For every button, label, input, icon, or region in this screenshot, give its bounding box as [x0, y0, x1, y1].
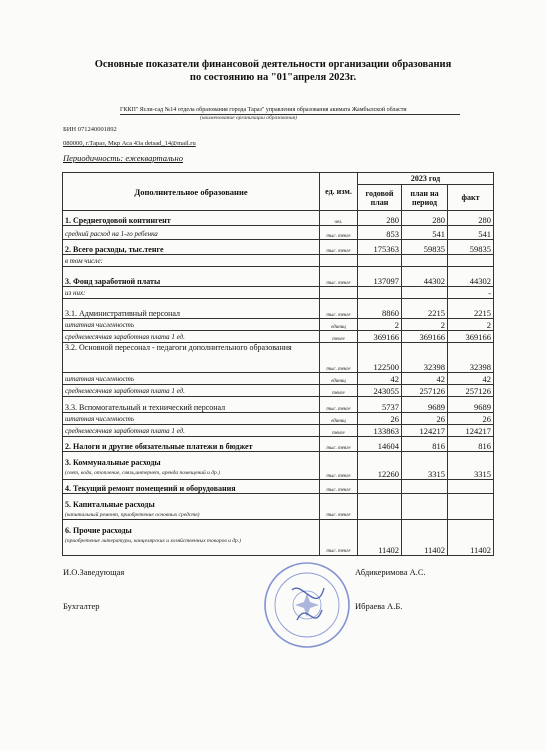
row-fact	[448, 255, 494, 267]
row-label: среднемесячная заработная плата 1 ед.	[63, 425, 320, 437]
col-header-year: 2023 год	[358, 173, 494, 185]
row-label: 4. Текущий ремонт помещений и оборудования	[63, 480, 320, 494]
row-fact: 816	[448, 437, 494, 452]
table-row	[63, 331, 494, 343]
financial-table	[62, 172, 494, 556]
table-row	[63, 343, 494, 373]
bin-number: БИН 071240001892	[63, 126, 117, 133]
accountant-title: Бухгалтер	[63, 601, 100, 611]
table-body	[63, 211, 494, 556]
row-plan-period: 32398	[402, 343, 448, 373]
row-fact: 44302	[448, 267, 494, 287]
row-label: 3.2. Основной пересонал - педагоги дополнительного образования	[63, 343, 320, 373]
row-plan-period: 369166	[402, 331, 448, 343]
doc-title-line1: Основные показатели финансовой деятельности организации образования	[94, 59, 452, 70]
row-unit: тыс. тенге	[320, 494, 358, 520]
row-plan-period: 124217	[402, 425, 448, 437]
row-plan-period	[402, 480, 448, 494]
row-plan-period	[402, 255, 448, 267]
row-unit	[320, 255, 358, 267]
row-plan-period: 11402	[402, 519, 448, 555]
row-unit: тыс. тенге	[320, 267, 358, 287]
row-label-cell	[63, 519, 320, 555]
row-label-cell	[63, 494, 320, 520]
row-plan-period: 257126	[402, 385, 448, 397]
row-plan-year	[358, 287, 402, 299]
row-fact: 257126	[448, 385, 494, 397]
table-row	[63, 287, 494, 299]
row-unit: тенге	[320, 425, 358, 437]
row-unit: тыс. тенге	[320, 452, 358, 480]
col-header-name: Дополнительное образование	[63, 173, 320, 211]
table-row	[63, 437, 494, 452]
row-plan-year: 369166	[358, 331, 402, 343]
table-row	[63, 397, 494, 413]
row-sublabel: (капитальный ремонт, приобретение основных средств)	[65, 512, 200, 518]
row-unit	[320, 287, 358, 299]
row-label: 3.1. Административный персонал	[63, 299, 320, 319]
row-plan-period: 44302	[402, 267, 448, 287]
org-name: ГККП" Ясли-сад №14 отдела образования города Тараз" управления образования акимата Жамбылской области	[120, 106, 460, 115]
row-plan-period: 26	[402, 413, 448, 425]
row-fact: 11402	[448, 519, 494, 555]
row-unit: тыс. тенге	[320, 299, 358, 319]
row-plan-period	[402, 287, 448, 299]
row-fact: 541	[448, 226, 494, 240]
row-plan-year: 243055	[358, 385, 402, 397]
row-plan-period: 42	[402, 373, 448, 385]
row-label: 3. Коммунальные расходы	[65, 458, 161, 467]
row-plan-year: 853	[358, 226, 402, 240]
row-label: среднемесячная заработная плата 1 ед.	[63, 385, 320, 397]
row-unit: единиц	[320, 413, 358, 425]
row-plan-year: 122500	[358, 343, 402, 373]
row-label: штатная численность	[63, 373, 320, 385]
row-plan-year: 26	[358, 413, 402, 425]
periodicity: Периодичность: ежеквартально	[63, 153, 184, 163]
row-unit: тыс. тенге	[320, 226, 358, 240]
row-fact: 2	[448, 319, 494, 331]
table-row	[63, 240, 494, 255]
row-fact: 3315	[448, 452, 494, 480]
address: 080000, г.Тараз, Мкр Аса 43а detsad_14@mail.ru	[63, 140, 196, 147]
row-unit: тыс. тенге	[320, 397, 358, 413]
row-fact: 42	[448, 373, 494, 385]
row-plan-period	[402, 494, 448, 520]
row-label: 3. Фонд заработной платы	[63, 267, 320, 287]
row-fact: 369166	[448, 331, 494, 343]
row-plan-year	[358, 480, 402, 494]
accountant-name: Ибраева А.Б.	[355, 601, 403, 611]
table-row	[63, 425, 494, 437]
row-label: 5. Капитальные расходы	[65, 500, 155, 509]
row-plan-year	[358, 255, 402, 267]
row-plan-period: 3315	[402, 452, 448, 480]
row-plan-period: 2	[402, 319, 448, 331]
col-header-fact: факт	[448, 185, 494, 211]
row-label: в том числе:	[63, 255, 320, 267]
row-fact: 32398	[448, 343, 494, 373]
row-plan-year: 14604	[358, 437, 402, 452]
row-unit: тыс. тенге	[320, 343, 358, 373]
row-plan-year	[358, 494, 402, 520]
row-plan-year: 5737	[358, 397, 402, 413]
row-plan-period: 816	[402, 437, 448, 452]
row-label: штатная численность	[63, 319, 320, 331]
row-plan-year: 12260	[358, 452, 402, 480]
row-unit: тыс. тенге	[320, 437, 358, 452]
row-label: из них:	[63, 287, 320, 299]
table-row	[63, 226, 494, 240]
row-label: среднемесячная заработная плата 1 ед.	[63, 331, 320, 343]
row-unit: тенге	[320, 331, 358, 343]
table-row	[63, 480, 494, 494]
row-label: 6. Прочие расходы	[65, 525, 132, 535]
row-fact: 280	[448, 211, 494, 226]
row-plan-year: 42	[358, 373, 402, 385]
row-plan-year: 11402	[358, 519, 402, 555]
row-sublabel: (приобретение литературы, канцелярских и хозяйственных товаров и др.)	[65, 537, 241, 544]
row-label: 2. Налоги и другие обязательные платежи в бюджет	[63, 437, 320, 452]
row-sublabel: (свет, вода, отопление, связь,интернет, аренда помещений и др.)	[65, 470, 220, 476]
table-row	[63, 267, 494, 287]
row-plan-year: 137097	[358, 267, 402, 287]
doc-title-line2: по состоянию на "01"апреля 2023г.	[189, 72, 357, 83]
row-fact: 2215	[448, 299, 494, 319]
row-fact: 59835	[448, 240, 494, 255]
table-row	[63, 385, 494, 397]
table-row	[63, 255, 494, 267]
row-plan-period: 280	[402, 211, 448, 226]
table-row	[63, 299, 494, 319]
row-label-cell	[63, 452, 320, 480]
head-title: И.О.Заведующая	[63, 567, 125, 577]
table-row	[63, 494, 494, 520]
table-row	[63, 319, 494, 331]
table-row	[63, 519, 494, 555]
row-plan-year: 133863	[358, 425, 402, 437]
row-label: 1. Среднегодовой контингент	[63, 211, 320, 226]
row-label: штатная численность	[63, 413, 320, 425]
row-fact: 124217	[448, 425, 494, 437]
col-header-plan-year: годовой план	[358, 185, 402, 211]
row-plan-year: 175363	[358, 240, 402, 255]
row-unit: тенге	[320, 385, 358, 397]
row-unit: единиц	[320, 319, 358, 331]
table-row	[63, 211, 494, 226]
row-unit: тыс. тенге	[320, 240, 358, 255]
row-unit: единиц	[320, 373, 358, 385]
head-name: Абдикеримова А.С.	[355, 567, 426, 577]
row-plan-period: 541	[402, 226, 448, 240]
official-stamp-icon	[262, 560, 352, 650]
row-label: 3.3. Вспомогательный и технический персонал	[63, 397, 320, 413]
row-plan-year: 8860	[358, 299, 402, 319]
col-header-plan-period: план на период	[402, 185, 448, 211]
row-fact: -	[448, 287, 494, 299]
row-plan-period: 2215	[402, 299, 448, 319]
row-unit: чел.	[320, 211, 358, 226]
row-label: 2. Всего расходы, тыс.тенге	[63, 240, 320, 255]
row-plan-year: 2	[358, 319, 402, 331]
table-row	[63, 413, 494, 425]
row-plan-period: 9689	[402, 397, 448, 413]
row-plan-period: 59835	[402, 240, 448, 255]
table-row	[63, 373, 494, 385]
row-fact	[448, 480, 494, 494]
row-label: средний расход на 1-го ребенка	[63, 226, 320, 240]
org-name-note: (наименование организации образования)	[200, 115, 298, 121]
row-unit: тыс. тенге	[320, 480, 358, 494]
table-row	[63, 452, 494, 480]
row-fact: 9689	[448, 397, 494, 413]
row-fact: 26	[448, 413, 494, 425]
row-unit: тыс. тенге	[320, 519, 358, 555]
col-header-unit: ед. изм.	[320, 173, 358, 211]
row-fact	[448, 494, 494, 520]
row-plan-year: 280	[358, 211, 402, 226]
